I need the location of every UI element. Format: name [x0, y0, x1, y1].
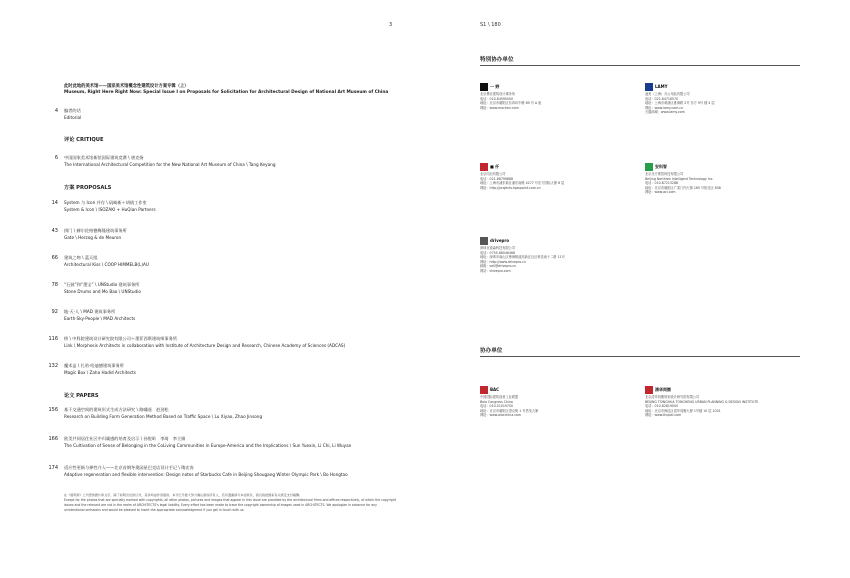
footnote-en: Except for the photos that are specially marked with copyrights, all other photos, pictures and images that appear in this issue are provided by the architectural firms and offices respectively, of which the copyright issues and the relevant are not in the realm of ARCHITECTS's legal liability. Every effort has been made to trace the copyright ownership of images used in ARCHITECTS. We apologize in advance for any unintentional omissions and would be pleased to insert the appropriate acknowledgment if you get in touch with us. — [64, 498, 396, 512]
sponsor-info-line: 电话：0755-86046468 — [480, 250, 516, 255]
sponsor-info-line: 网址：www.thupdi.com — [645, 413, 682, 418]
sponsor-info-line: 电话：021-64716570 — [645, 96, 679, 101]
sponsor-name: 深圳市道森科技有限公司 — [480, 246, 516, 250]
sponsor-info-line: BEIJING TSINGHUA TONGHENG URBAN PLANNING & DESIGN INSTITUTE — [645, 399, 759, 404]
sponsor-block — [480, 385, 630, 418]
toc-title-en: Research on Building Form Generation Method Based on Traffic Space \ Lu Xiyao, Zhao Jinsong — [64, 414, 263, 419]
toc-title-en: Magic Box \ Zaha Hadid Architects — [64, 370, 136, 375]
sponsor-info-line: Beijing Northrex Intelligent Technology Inc. — [645, 176, 714, 181]
special-sponsors-heading: 特别协办单位 — [480, 57, 514, 63]
sponsor-info-line: 网址：www.aci.com — [645, 190, 676, 195]
toc-page-number: 6 — [54, 155, 58, 161]
section-heading: 方案 PROPOSALS — [64, 185, 112, 191]
sponsor-name: 北京清华同衡规划设计研究院有限公司 — [645, 395, 700, 399]
sponsor-logo — [480, 385, 630, 395]
toc-title-cn: System 与 Icon 并存 \ 矶崎新＋胡倩工作室 — [64, 200, 147, 205]
logo-icon — [645, 83, 653, 91]
sponsor-info-line: 网址：http://www.drivepro.cn — [480, 259, 526, 264]
logo-icon — [480, 83, 488, 91]
toc-title-en: Stone Drums and Mo Bao \ UNStudio — [64, 289, 141, 294]
logo-text: 安科智 — [655, 163, 667, 169]
toc-page-number: 92 — [51, 309, 58, 315]
toc-title-cn: 魔术盒 \ 扎哈·哈迪德建筑事务所 — [64, 363, 124, 368]
sponsor-info-line: 电话：010-82819000 — [645, 404, 679, 409]
logo-text: ■ 仟 — [490, 163, 500, 169]
toc-title-cn: 中国国家美术馆新馆国际建筑竞赛 \ 唐克扬 — [64, 155, 144, 160]
toc-title-cn: 适应性更新与弹性介入——北京首钢冬奥园星巴克店设计手记 \ 隋宏涛 — [64, 465, 194, 470]
logo-icon — [480, 237, 488, 245]
sponsor-logo — [480, 162, 630, 172]
divider — [480, 65, 800, 66]
logo-text: LAMY — [655, 83, 668, 89]
toc-title-en: The International Architectural Competition for the New National Art Museum of China \ Tang Keyang — [64, 162, 276, 167]
sponsor-info-line: 地址：北京市海淀区清华同衡大厦 1号楼 10 层 1001 — [645, 408, 721, 413]
sponsor-name: 中国国际建筑创意工业联盟 — [480, 395, 519, 399]
divider — [480, 356, 800, 357]
logo-icon — [645, 386, 653, 394]
sponsor-name: 北京北方维智科技有限公司 — [645, 172, 684, 176]
sponsor-info-line: 地址：北京市朝阳区广渠门内大街 165 号院北区 808 — [645, 185, 721, 190]
toc-page-number: 43 — [51, 228, 58, 234]
page-number: 3 — [389, 22, 393, 28]
sponsor-name: 北京墨臣建筑设计事务所 — [480, 92, 516, 96]
issue-title-en: Museum, Right Here Right Now: Special Issue I on Proposals for Solicitation for Architectural Design of National Art Museum of China — [64, 90, 389, 95]
sponsor-name: 凌美（上海）办公用品有限公司 — [645, 92, 690, 96]
toc-title-cn: “石鼓”和“墨宝” \ UNStudio 建筑事务所 — [64, 282, 140, 287]
logo-icon — [480, 386, 488, 394]
sponsor-info-line: 地址：北京市朝阳区望京街 1 号昌茂大厦 — [480, 408, 539, 413]
logo-text: drivepro — [490, 237, 510, 243]
sponsor-info-line: 电话：010-87213288 — [645, 181, 679, 186]
cohosts-heading: 协办单位 — [480, 348, 503, 354]
toc-title-cn: 桥 \ 中科院建筑设计研究院有限公司＋墨菲西斯建筑师事务所 — [64, 336, 177, 341]
issue-title-cn: 此时此地的美术馆——国家美术馆概念性建筑设计方案专辑（上） — [64, 84, 189, 89]
logo-text: 清华同衡 — [655, 386, 671, 392]
toc-title-cn: 基于交通空间的建筑形式生成方法研究 \ 路嘯遥 赵劲松 — [64, 407, 169, 412]
sponsor-name: 北京同启有限公司 — [480, 172, 506, 176]
page-number: S1 \ 180 — [480, 22, 501, 28]
toc-title-cn: 编者的话 — [64, 108, 81, 113]
toc-title-cn: 拱门 \ 赫尔佐格德梅隆建筑事务所 — [64, 228, 127, 233]
toc-page-number: 166 — [48, 436, 58, 442]
issue-title — [64, 84, 404, 96]
sponsor-logo — [645, 82, 795, 92]
sponsor-info-line: 地址：北京市朝阳区东四环中路 89 号 A 座 — [480, 101, 542, 106]
sponsor-logo — [645, 162, 795, 172]
sponsor-block — [480, 162, 630, 190]
toc-title-cn: 建筑之吻 \ 蓝天组 — [64, 255, 98, 260]
sponsor-info-line: 电话：010-84595000 — [480, 96, 514, 101]
section-heading: 评论 CRITIQUE — [64, 137, 104, 143]
toc-page-number: 156 — [48, 407, 58, 413]
sponsor-block — [480, 236, 630, 274]
sponsor-info-line: 电话：010-51019700 — [480, 404, 514, 409]
sponsor-logo — [645, 385, 795, 395]
sponsor-info-line: 网址：www.mochen.com — [480, 105, 519, 110]
sponsor-block — [480, 82, 630, 110]
sponsor-info-line: 邮箱：sell@drivepro.cn — [480, 264, 517, 269]
toc-title-en: The Cultivation of Sense of Belonging in the CoLiving Communities in Europe-America and the Implications \ Sun Yuexin, Li Chi, Li Wuyan — [64, 443, 352, 448]
sponsor-logo — [480, 82, 630, 92]
sponsor-info-line: 天猫商城：www.lamy.com — [645, 110, 685, 115]
toc-title-en: Editorial — [64, 115, 82, 120]
sponsor-info-line: 地址：深圳市南山区粤海街道高新区社区科技南十二路 11号 — [480, 255, 565, 260]
sponsor-info-line: 网址：www.lamy.com.cn — [645, 105, 684, 110]
logo-text: 一 野 — [490, 83, 500, 89]
toc-page-number: 4 — [54, 108, 58, 114]
toc-title-cn: 欧美共同居住社区中归属感的培育及启示 \ 孙悦昕 李琦 李立娟 — [64, 436, 186, 441]
sponsor-info-line: 地址：上海市浦东新区浦东南路 4277 号东方国际大厦 8 层 — [480, 181, 565, 186]
toc-page-number: 116 — [48, 336, 58, 342]
footnote-cn: 在《建筑师》上刊登的图片和文字，除了标明出处的以外，其余均由作者提供。本刊已尽最大努力确认版权所有人，若有遗漏请与本社联系，我们将按国家有关规定支付稿酬。 — [64, 493, 303, 497]
logo-text: BAC — [490, 386, 500, 392]
toc-title-en: Adaptive regeneration and flexible intervention: Design notes of Starbucks Cafe in Beijing Shougang Winter Olympic Park \ Bo Hongtao — [64, 472, 348, 477]
sponsor-info-line: 网址：http://projects.tqaspoint.com.cn — [480, 185, 541, 190]
right-page — [425, 0, 850, 578]
logo-icon — [645, 163, 653, 171]
sponsor-logo — [480, 236, 630, 246]
sponsor-info-line: 网站：drivepro.com — [480, 268, 511, 273]
toc-title-en: Earth·Sky·People \ MAD Architects — [64, 316, 136, 321]
toc-title-en: Gate \ Herzog & de Meuron — [64, 235, 122, 240]
toc-title-cn: 地·天·人 \ MAD 建筑事务所 — [64, 309, 116, 314]
toc-page-number: 66 — [51, 255, 58, 261]
sponsor-block — [645, 162, 795, 195]
toc-title-en: Architectural Kiss \ COOP HIMMELB(L)AU — [64, 262, 149, 267]
sponsor-block — [645, 385, 795, 418]
copyright-footnote — [64, 493, 396, 513]
sponsor-info-line: Baia Congress China — [480, 399, 513, 404]
sponsor-info-line: 地址：上海市黄浦区淮海路 2号 东方 9号 楼 4 层 — [645, 101, 715, 106]
sponsor-info-line: 电话：021-68799888 — [480, 176, 514, 181]
section-heading: 论文 PAPERS — [64, 393, 99, 399]
logo-icon — [480, 163, 488, 171]
toc-page-number: 174 — [48, 465, 58, 471]
toc-page-number: 132 — [48, 363, 58, 369]
toc-title-en: Link \ Morphosis Architects in collaboration with Institute of Architecture Design and Research, Chinese Academy of Sciences (ADCAS) — [64, 343, 346, 348]
toc-title-en: System & Icon \ ISOZAKI + HuQian Partners — [64, 207, 156, 212]
toc-page-number: 78 — [51, 282, 58, 288]
sponsor-block — [645, 82, 795, 115]
sponsor-info-line: 网址：www.aiacchina.com — [480, 413, 522, 418]
toc-page-number: 14 — [51, 200, 58, 206]
